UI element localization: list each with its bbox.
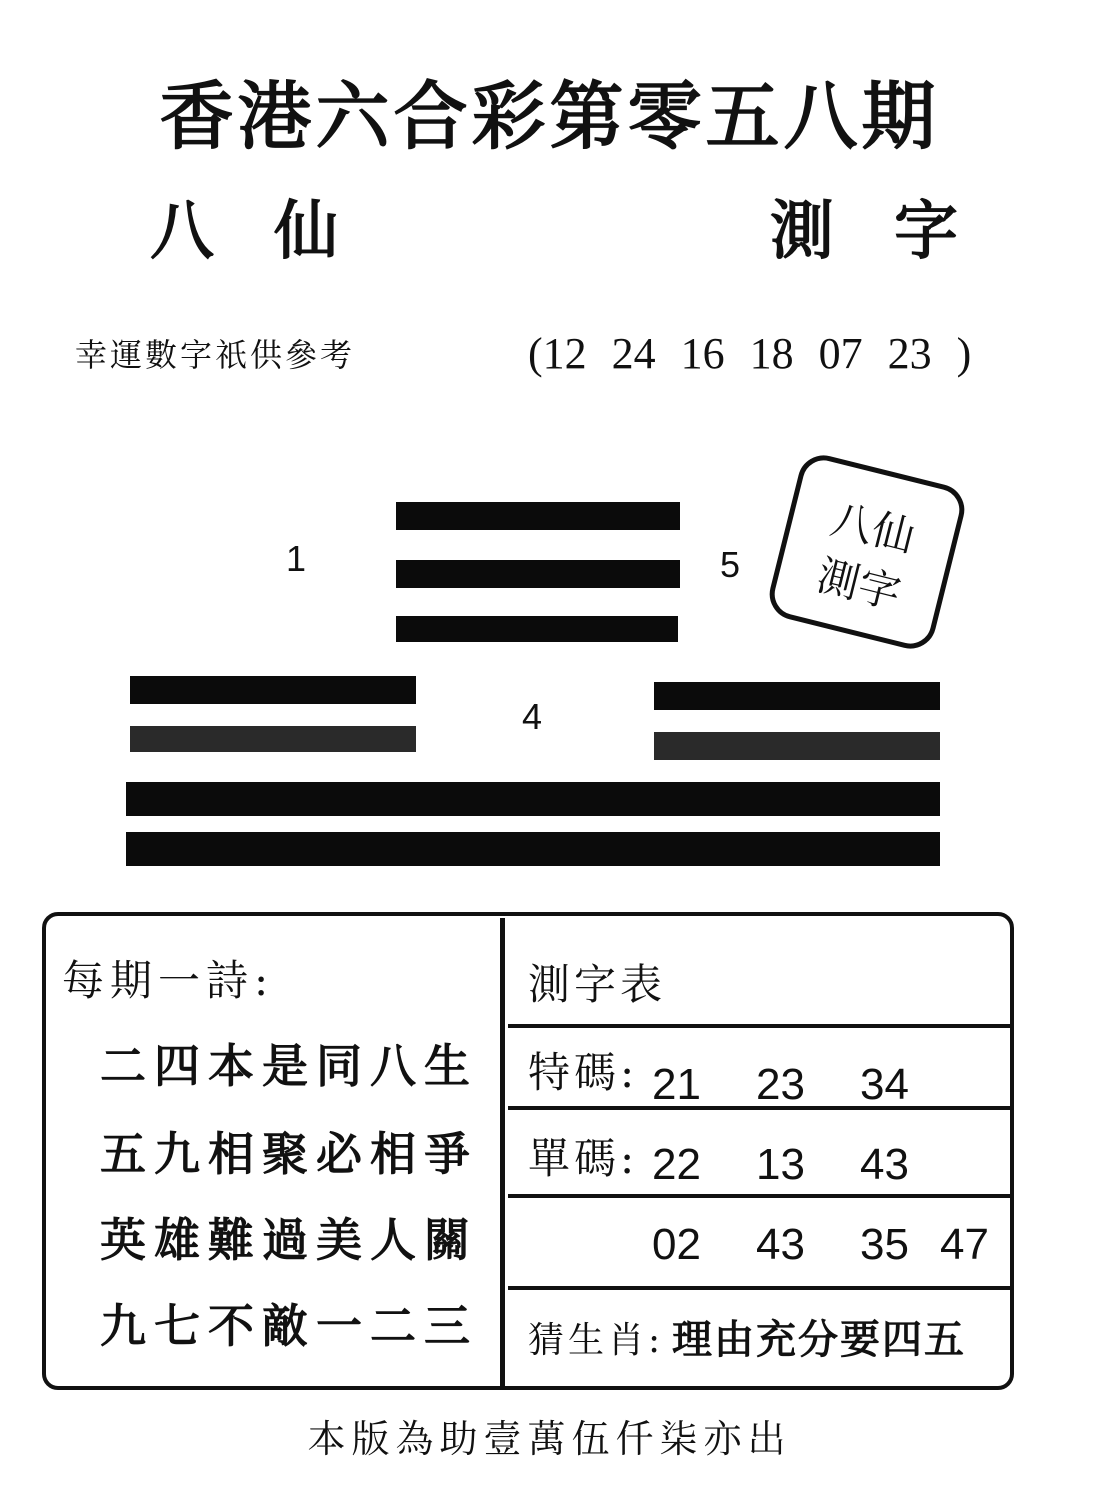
bar-top-1 bbox=[396, 502, 680, 530]
poem-line: 九七不敵一二三 bbox=[100, 1299, 478, 1353]
single-number: 22 bbox=[652, 1140, 701, 1189]
table-divider-1 bbox=[508, 1024, 1012, 1028]
poem-title: 每期一詩: bbox=[62, 956, 275, 1005]
special-number: 34 bbox=[860, 1060, 909, 1109]
diagram-label-1: 1 bbox=[286, 538, 307, 579]
bar-left-1 bbox=[130, 676, 416, 704]
single-number-label: 單碼: bbox=[528, 1134, 639, 1183]
special-number: 23 bbox=[756, 1060, 805, 1109]
lucky-numbers: (12 24 16 18 07 23 ) bbox=[528, 329, 972, 378]
bar-right-1 bbox=[654, 682, 940, 710]
poem-line: 英雄難過美人關 bbox=[100, 1213, 478, 1267]
single-number: 43 bbox=[860, 1140, 909, 1189]
table-divider-3 bbox=[508, 1194, 1012, 1198]
lucky-numbers-label: 幸運數字祇供參考 bbox=[75, 336, 356, 374]
special-numbers bbox=[652, 1060, 964, 1110]
subtitle-eight-immortals: 八仙 bbox=[150, 194, 398, 269]
extra-number: 02 bbox=[652, 1220, 701, 1269]
poem-line: 二四本是同八生 bbox=[100, 1039, 478, 1093]
extra-number: 47 bbox=[940, 1220, 989, 1269]
single-numbers bbox=[652, 1140, 964, 1190]
single-number: 13 bbox=[756, 1140, 805, 1189]
bar-full-2 bbox=[126, 832, 940, 866]
bar-right-2 bbox=[654, 732, 940, 760]
extra-number: 35 bbox=[860, 1220, 909, 1269]
poem-line: 五九相聚必相爭 bbox=[100, 1127, 478, 1181]
stamp-seal bbox=[764, 450, 970, 654]
diagram-label-5: 5 bbox=[720, 544, 741, 585]
bar-top-3 bbox=[396, 616, 678, 642]
bar-full-1 bbox=[126, 782, 940, 816]
box-vertical-divider bbox=[500, 918, 505, 1386]
special-number: 21 bbox=[652, 1060, 701, 1109]
zodiac-value: 理由充分要四五 bbox=[672, 1316, 966, 1363]
bar-top-2 bbox=[396, 560, 680, 588]
subtitle-character-divination: 測字 bbox=[770, 194, 1018, 269]
page-title: 香港六合彩第零五八期 bbox=[159, 74, 940, 160]
table-title: 測字表 bbox=[528, 960, 667, 1009]
extra-numbers bbox=[652, 1220, 1000, 1270]
bar-left-2 bbox=[130, 726, 416, 752]
stamp-line-2: 測字 bbox=[812, 550, 906, 619]
table-divider-4 bbox=[508, 1286, 1012, 1290]
zodiac-label: 猜生肖: bbox=[528, 1320, 665, 1361]
diagram-label-4: 4 bbox=[522, 696, 543, 737]
footer-text: 本版為助壹萬伍仟柒亦出 bbox=[307, 1417, 792, 1461]
special-number-label: 特碼: bbox=[528, 1048, 639, 1097]
stamp-line-1: 八仙 bbox=[826, 494, 920, 563]
extra-number: 43 bbox=[756, 1220, 805, 1269]
